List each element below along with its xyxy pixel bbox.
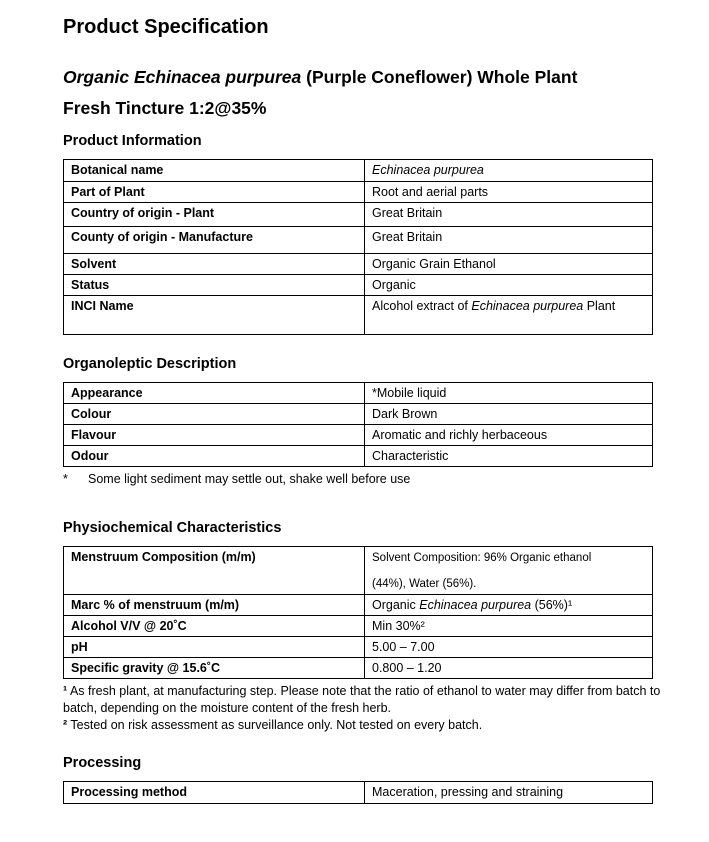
spec-value-cell	[365, 296, 653, 335]
spec-value-cell	[365, 616, 653, 637]
physiochemical-characteristics-table	[63, 546, 653, 679]
spec-value-cell	[365, 203, 653, 227]
spec-label-cell: Alcohol V/V @ 20˚C	[64, 616, 365, 637]
section-organoleptic-description	[63, 355, 701, 488]
text-segment: Great Britain	[372, 230, 443, 244]
spec-value-cell	[365, 595, 653, 616]
footnote	[63, 471, 663, 488]
table-row	[64, 383, 653, 404]
spec-label-cell: Flavour	[64, 425, 365, 446]
spec-label-cell: County of origin - Manufacture	[64, 227, 365, 254]
text-segment: Echinacea purpurea	[419, 598, 532, 612]
text-segment: (44%), Water (56%).	[372, 578, 477, 590]
text-segment: 5.00 – 7.00	[372, 640, 435, 654]
text-segment: Min 30%²	[372, 619, 425, 633]
spec-value-cell	[365, 160, 653, 182]
table-row	[64, 296, 653, 335]
table-row	[64, 160, 653, 182]
spec-value-cell	[365, 227, 653, 254]
spec-value-cell	[365, 446, 653, 467]
spec-label-cell: Menstruum Composition (m/m)	[64, 547, 365, 595]
spec-label-cell: Colour	[64, 404, 365, 425]
table-row	[64, 446, 653, 467]
text-segment: Great Britain	[372, 206, 443, 220]
spec-label-cell: Marc % of menstruum (m/m)	[64, 595, 365, 616]
spec-label-cell: pH	[64, 637, 365, 658]
product-title-line2: Fresh Tincture 1:2@35%	[63, 98, 267, 118]
text-segment: Echinacea purpurea	[372, 163, 484, 177]
spec-value-cell	[365, 547, 653, 595]
footnote-marker: *	[63, 472, 68, 486]
section-heading-product-information: Product Information	[63, 133, 202, 149]
text-segment: Root and aerial parts	[372, 185, 489, 199]
footnote-marker: ²	[63, 718, 68, 732]
section-heading-organoleptic-description: Organoleptic Description	[63, 356, 237, 372]
text-segment: Characteristic	[372, 449, 449, 463]
product-title-line1	[63, 62, 701, 93]
spec-value-cell	[365, 383, 653, 404]
section-heading-physiochemical-characteristics: Physiochemical Characteristics	[63, 520, 282, 536]
processing-table	[63, 781, 653, 804]
table-row	[64, 203, 653, 227]
text-segment: Organic Echinacea purpurea	[63, 67, 302, 87]
footnote-text: Some light sediment may settle out, shake well before use	[88, 472, 411, 486]
text-segment: Maceration, pressing and straining	[372, 785, 564, 799]
spec-value-cell	[365, 182, 653, 203]
spec-label-cell: Appearance	[64, 383, 365, 404]
table-row	[64, 182, 653, 203]
table-row	[64, 254, 653, 275]
spec-label-cell: Specific gravity @ 15.6˚C	[64, 658, 365, 679]
text-segment: 0.800 – 1.20	[372, 661, 442, 675]
text-segment: Plant	[583, 299, 616, 313]
spec-value-cell	[365, 404, 653, 425]
footnote-text: Tested on risk assessment as surveillance only. Not tested on every batch.	[67, 718, 483, 732]
footnote	[63, 717, 663, 734]
table-row	[64, 658, 653, 679]
spec-label-cell: Country of origin - Plant	[64, 203, 365, 227]
organoleptic-footnotes	[63, 471, 663, 488]
text-segment: (Purple Coneflower) Whole Plant	[301, 67, 578, 87]
spec-value-cell	[365, 254, 653, 275]
text-segment: Dark Brown	[372, 407, 438, 421]
text-segment: Organic Grain Ethanol	[372, 257, 496, 271]
spec-label-cell: Part of Plant	[64, 182, 365, 203]
footnote-marker: ¹	[63, 684, 68, 698]
table-row	[64, 616, 653, 637]
spec-label-cell: Solvent	[64, 254, 365, 275]
spec-label-cell: Botanical name	[64, 160, 365, 182]
spec-value-cell	[365, 275, 653, 296]
table-row	[64, 547, 653, 595]
text-segment: Echinacea purpurea	[471, 299, 584, 313]
table-row	[64, 404, 653, 425]
spec-value-cell	[365, 425, 653, 446]
table-row	[64, 637, 653, 658]
footnote-text: As fresh plant, at manufacturing step. Please note that the ratio of ethanol to water may differ from batch to batch, depending on the moisture content of the fresh herb.	[63, 684, 661, 715]
text-segment: Organic	[372, 278, 416, 292]
text-segment: Solvent Composition: 96% Organic ethanol	[372, 552, 592, 564]
product-information-table	[63, 159, 653, 335]
section-product-information	[63, 132, 701, 335]
spec-label-cell: Odour	[64, 446, 365, 467]
product-title	[63, 62, 701, 124]
document-title: Product Specification	[63, 16, 269, 38]
line-break	[372, 566, 644, 575]
table-row	[64, 227, 653, 254]
spec-value-cell	[365, 637, 653, 658]
table-row	[64, 595, 653, 616]
organoleptic-description-table	[63, 382, 653, 467]
spec-label-cell: INCI Name	[64, 296, 365, 335]
table-row	[64, 425, 653, 446]
text-segment: Alcohol extract of	[372, 299, 472, 313]
physiochemical-footnotes	[63, 683, 663, 734]
spec-label-cell: Status	[64, 275, 365, 296]
table-row	[64, 275, 653, 296]
section-processing	[63, 754, 701, 804]
text-segment: Organic	[372, 598, 420, 612]
section-heading-processing: Processing	[63, 755, 142, 771]
text-segment: (56%)¹	[531, 598, 573, 612]
text-segment: *Mobile liquid	[372, 386, 447, 400]
text-segment: Aromatic and richly herbaceous	[372, 428, 548, 442]
spec-value-cell	[365, 658, 653, 679]
table-row	[64, 782, 653, 804]
section-physiochemical-characteristics	[63, 519, 701, 734]
footnote	[63, 683, 663, 717]
spec-value-cell	[365, 782, 653, 804]
spec-label-cell: Processing method	[64, 782, 365, 804]
